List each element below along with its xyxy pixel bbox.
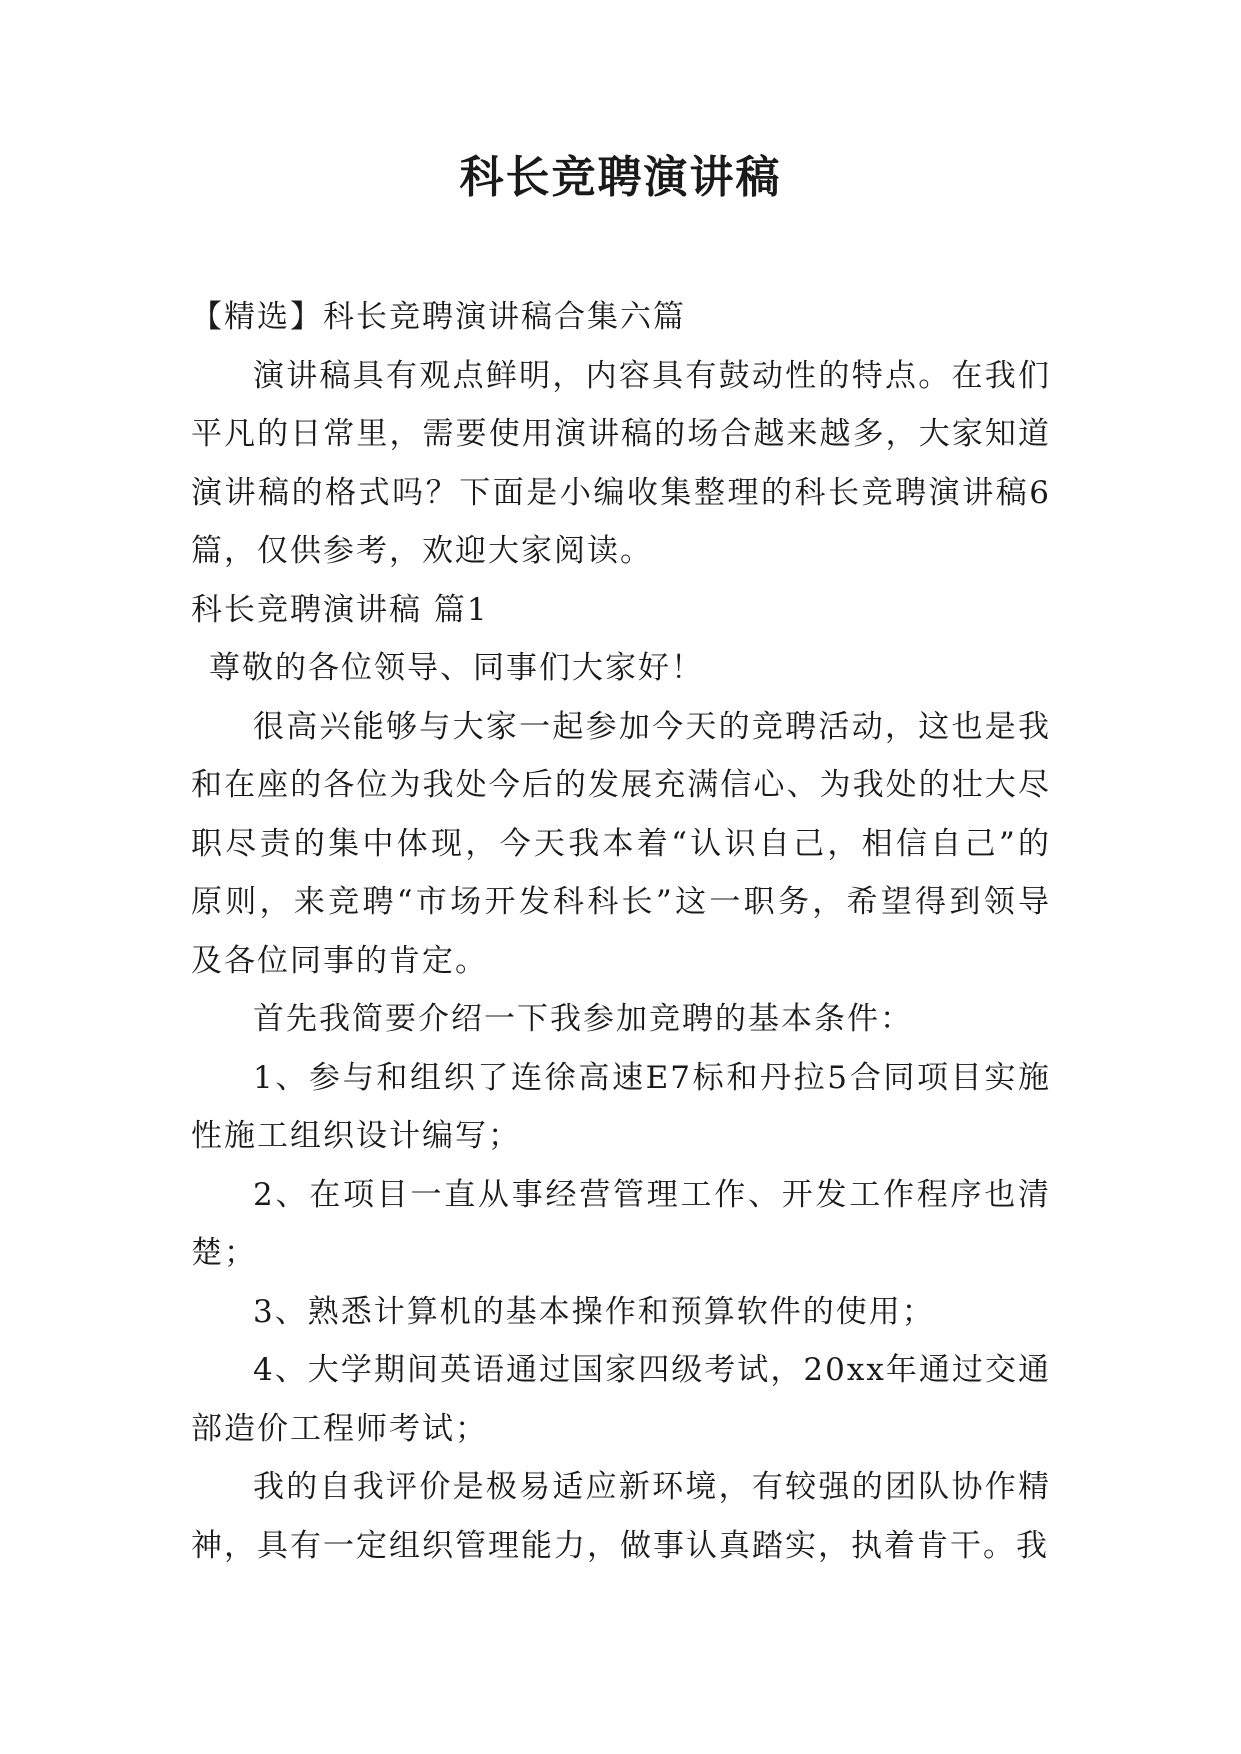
salutation: 尊敬的各位领导、同事们大家好！ [209,650,704,686]
intro-heading: 【精选】科长竞聘演讲稿合集六篇 [191,299,686,335]
section-heading: 科长竞聘演讲稿 篇1 [191,591,489,628]
document-body [191,288,1051,1575]
document-title: 科长竞聘演讲稿 [459,152,782,203]
body-paragraph: 我的自我评价是极易适应新环境，有较强的团队协作精神，具有一定组织管理能力，做事认真踏实，执着肯干。我 [191,1469,1051,1564]
list-item: 1、参与和组织了连徐高速E7标和丹拉5合同项目实施性施工组织设计编写； [191,1059,1051,1154]
intro-paragraph: 演讲稿具有观点鲜明，内容具有鼓动性的特点。在我们平凡的日常里，需要使用演讲稿的场合越来越多，大家知道演讲稿的格式吗？下面是小编收集整理的科长竞聘演讲稿6篇，仅供参考，欢迎大家阅读。 [191,357,1051,569]
list-item: 2、在项目一直从事经营管理工作、开发工作程序也清楚； [191,1176,1051,1271]
body-paragraph: 首先我简要介绍一下我参加竞聘的基本条件： [253,1001,913,1037]
list-item: 4、大学期间英语通过国家四级考试，20xx年通过交通部造价工程师考试； [191,1352,1051,1447]
body-paragraph: 很高兴能够与大家一起参加今天的竞聘活动，这也是我和在座的各位为我处今后的发展充满信心、为我处的壮大尽职尽责的集中体现，今天我本着“认识自己，相信自己”的原则，来竞聘“市场开发科科长”这一职务，希望得到领导及各位同事的肯定。 [191,708,1051,979]
list-item: 3、熟悉计算机的基本操作和预算软件的使用； [253,1293,935,1330]
